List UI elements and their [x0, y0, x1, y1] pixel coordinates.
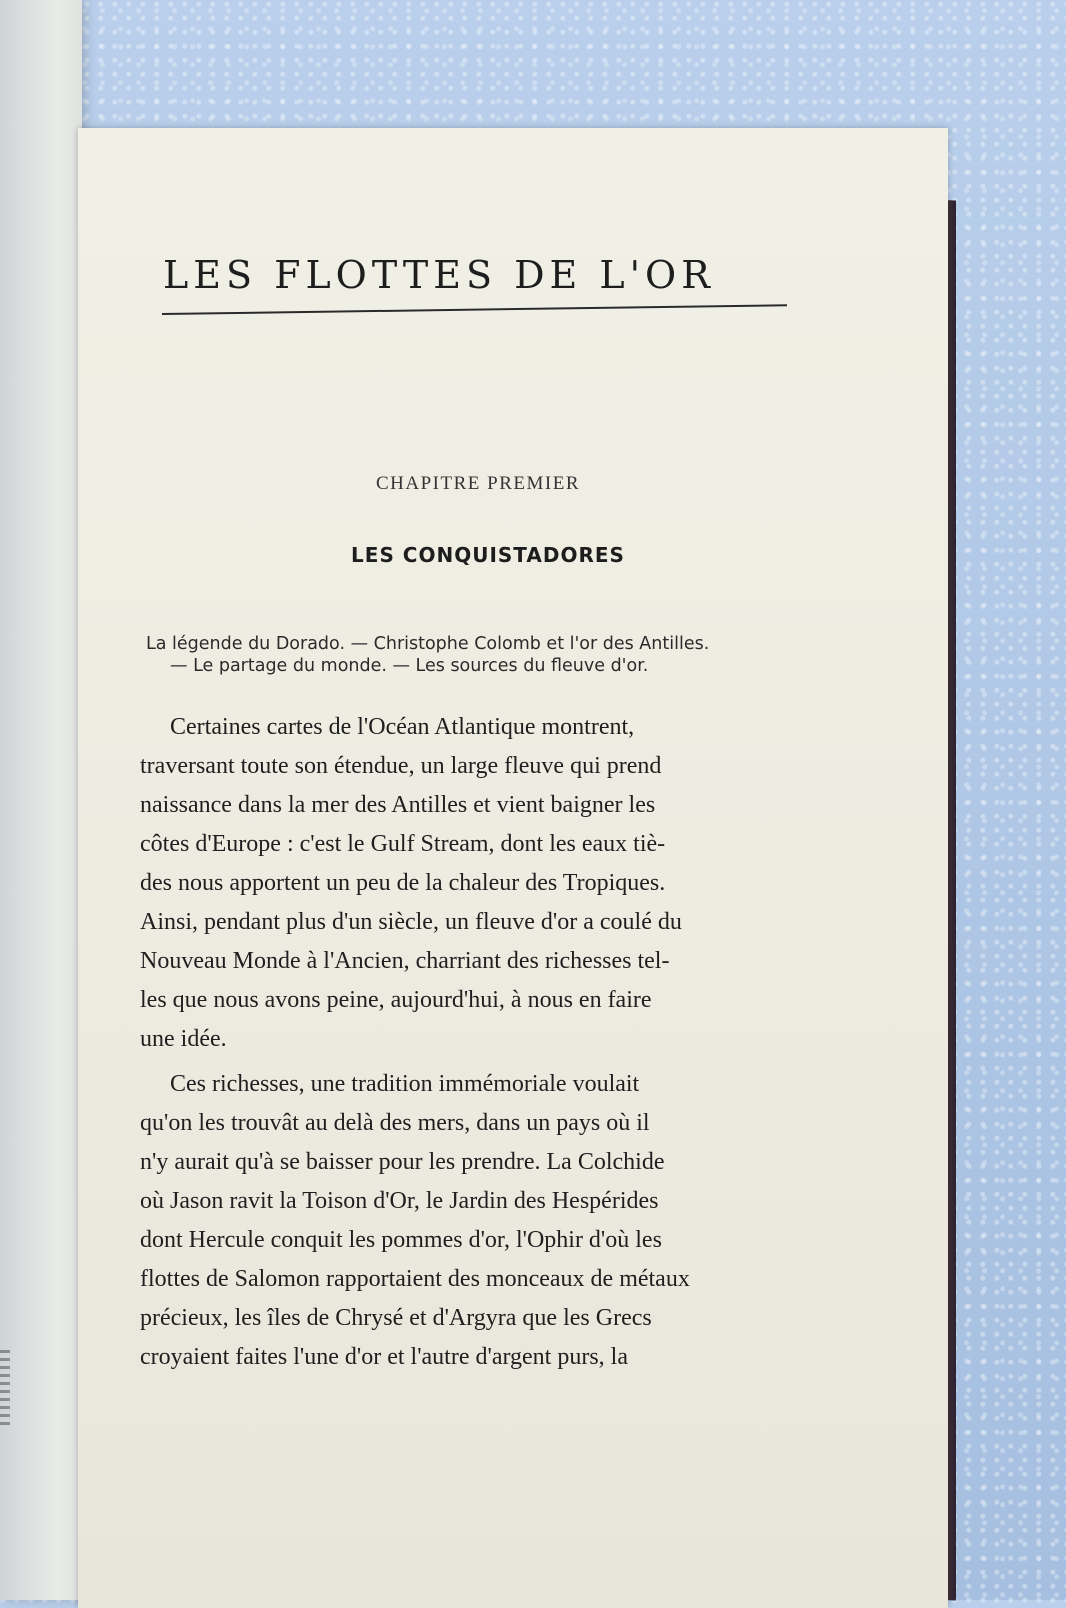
text-line: traversant toute son étendue, un large fleuve qui prend [140, 753, 662, 779]
text-line: où Jason ravit la Toison d'Or, le Jardin des Hespérides [140, 1188, 659, 1214]
body-text [140, 708, 860, 1383]
chapter-summary [146, 633, 836, 677]
text-line: les que nous avons peine, aujourd'hui, à nous en faire [140, 987, 652, 1013]
text-line: Ces richesses, une tradition immémoriale voulait [170, 1071, 640, 1097]
text-line: n'y aurait qu'à se baisser pour les prendre. La Colchide [140, 1149, 665, 1175]
summary-line: — Le partage du monde. — Les sources du fleuve d'or. [170, 656, 649, 676]
text-line: croyaient faites l'une d'or et l'autre d'argent purs, la [140, 1344, 629, 1370]
facing-page [0, 0, 82, 1600]
text-line: Ainsi, pendant plus d'un siècle, un fleuve d'or a coulé du [140, 909, 682, 935]
facing-page-text-edge [0, 1350, 10, 1430]
title-underline [162, 304, 787, 315]
text-line: côtes d'Europe : c'est le Gulf Stream, dont les eaux tiè- [140, 831, 666, 857]
paragraph-1 [140, 708, 860, 1059]
text-line: des nous apportent un peu de la chaleur des Tropiques. [140, 870, 666, 896]
text-line: précieux, les îles de Chrysé et d'Argyra que les Grecs [140, 1305, 652, 1331]
book-title: LES FLOTTES DE L'OR [163, 253, 715, 297]
text-line: Certaines cartes de l'Océan Atlantique montrent, [170, 714, 635, 740]
paragraph-2 [140, 1065, 860, 1377]
text-line: qu'on les trouvât au delà des mers, dans un pays où il [140, 1110, 650, 1136]
text-line: dont Hercule conquit les pommes d'or, l'Ophir d'où les [140, 1227, 662, 1253]
text-line: une idée. [140, 1026, 227, 1052]
text-line: naissance dans la mer des Antilles et vient baigner les [140, 792, 656, 818]
text-line: Nouveau Monde à l'Ancien, charriant des richesses tel- [140, 948, 670, 974]
chapter-title: LES CONQUISTADORES [351, 543, 625, 567]
summary-line: La légende du Dorado. — Christophe Colomb et l'or des Antilles. [146, 634, 710, 654]
book-page [78, 128, 948, 1608]
chapter-label: CHAPITRE PREMIER [376, 473, 580, 494]
text-line: flottes de Salomon rapportaient des monceaux de métaux [140, 1266, 690, 1292]
